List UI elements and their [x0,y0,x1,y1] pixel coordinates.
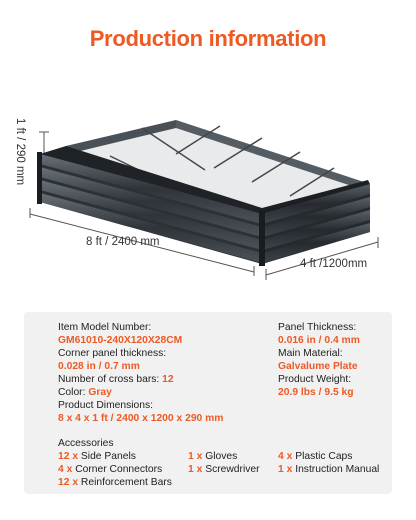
model-value: GM61010-240X120X28CM [58,335,183,346]
color-value: Gray [88,387,112,398]
width-dimension-label: 4 ft /1200mm [300,258,368,270]
spec-card [24,312,392,494]
accessory-item: 1 x Screwdriver [188,464,260,475]
panel-thickness-value: 0.016 in / 0.4 mm [278,335,360,346]
corner-thickness-label: Corner panel thickness: [58,348,167,359]
weight-label: Product Weight: [278,374,352,385]
corner-post [259,210,265,266]
panel-thickness-label: Panel Thickness: [278,322,357,333]
accessories-heading: Accessories [58,438,114,449]
corner-thickness-value: 0.028 in / 0.7 mm [58,361,140,372]
dimensions-label: Product Dimensions: [58,400,153,411]
page-title: Production information [89,26,327,51]
weight-value: 20.9 lbs / 9.5 kg [278,387,354,398]
accessory-item: 4 x Plastic Caps [278,451,353,462]
crossbars-line [58,373,174,386]
material-value: Galvalume Plate [278,361,358,372]
height-dimension-label: 1 ft / 290 mm [14,118,26,186]
length-dimension-label: 8 ft / 2400 mm [86,236,160,248]
accessory-item: 12 x Side Panels [58,451,136,462]
crossbars-label: Number of cross bars: [58,374,160,385]
color-line [58,386,112,399]
material-label: Main Material: [278,348,343,359]
accessory-item: 4 x Corner Connectors [58,464,163,475]
accessory-item: 1 x Instruction Manual [278,464,380,475]
accessory-item: 12 x Reinforcement Bars [58,477,172,488]
dimensions-value: 8 x 4 x 1 ft / 2400 x 1200 x 290 mm [58,413,224,424]
corner-post-left [37,152,42,204]
color-label: Color: [58,387,86,398]
crossbars-value: 12 [162,374,174,385]
model-label: Item Model Number: [58,322,152,333]
accessory-item: 1 x Gloves [188,451,238,462]
